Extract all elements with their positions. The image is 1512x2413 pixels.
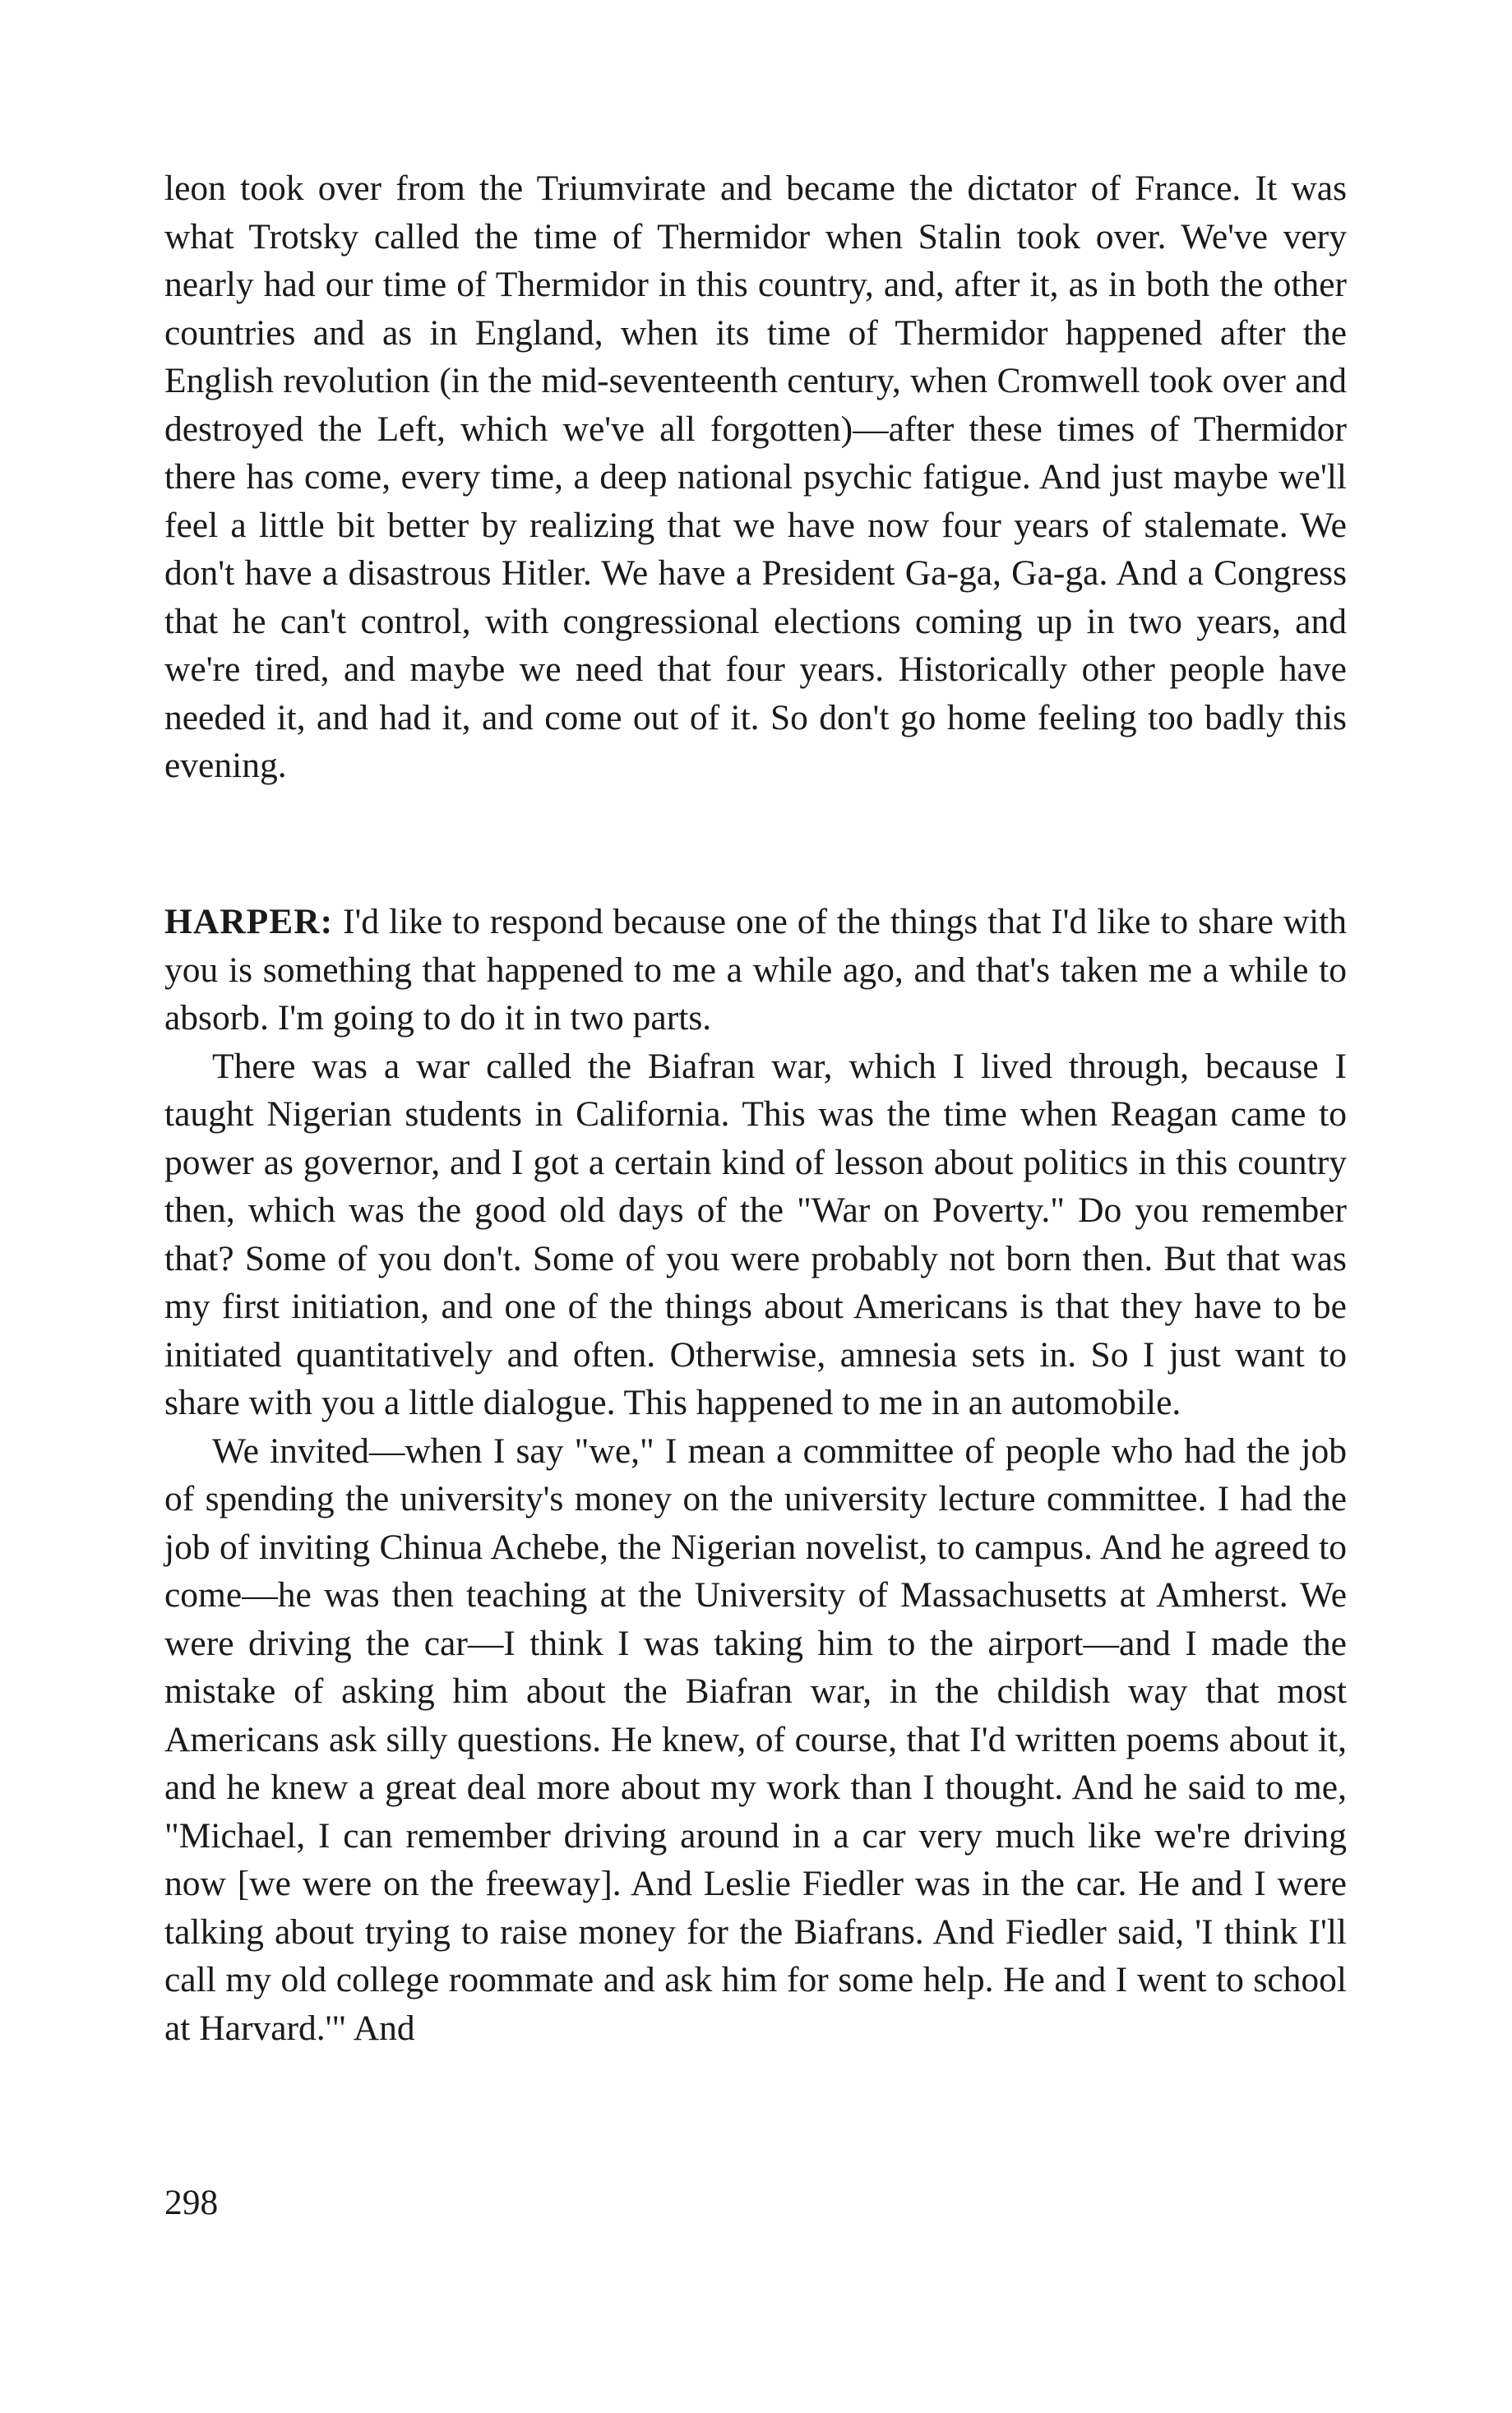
speaker-label: HARPER: [164, 902, 334, 941]
paragraph: We invited—when I say "we," I mean a committee of people who had the job of spending the university's money on the university lecture committee. I had the job of inviting Chinua Achebe, the Nigerian novelist, to campus. And he agreed to come—he was then teaching at the University of Massachusetts at Amherst. We were driving the car—I think I was taking him to the airport—and I made the mistake of asking him about the Biafran war, in the childish way that most Americans ask silly questions. He knew, of course, that I'd written poems about it, and he knew a great deal more about my work than I thought. And he said to me, "Michael, I can remember driving around in a car very much like we're driving now [we were on the freeway]. And Leslie Fiedler was in the car. He and I were talking about trying to raise money for the Biafrans. And Fiedler said, 'I think I'll call my old college roommate and ask him for some help. He and I went to school at Harvard.'" And [164, 1431, 1347, 2048]
body-text-continuation [164, 164, 1347, 790]
harper-response [164, 898, 1347, 2052]
paragraph: There was a war called the Biafran war, which I lived through, because I taught Nigerian students in California. This was the time when Reagan came to power as governor, and I got a certain kind of lesson about politics in this country then, which was the good old days of the "War on Poverty." Do you remember that? Some of you don't. Some of you were probably not born then. But that was my first initiation, and one of the things about Americans is that they have to be initiated quantitatively and often. Otherwise, amnesia sets in. So I just want to share with you a little dialogue. This happened to me in an automobile. [164, 1046, 1347, 1422]
paragraph-text: I'd like to respond because one of the things that I'd like to share with you is something that happened to me a while ago, and that's taken me a while to absorb. I'm going to do it in two parts. [164, 902, 1347, 1038]
paragraph: leon took over from the Triumvirate and became the dictator of France. It was what Trotsky called the time of Thermidor when Stalin took over. We've very nearly had our time of Thermidor in this country, and, after it, as in both the other countries and as in England, when its time of Thermidor happened after the English revolution (in the mid-seventeenth century, when Cromwell took over and destroyed the Left, which we've all forgotten)—after these times of Thermidor there has come, every time, a deep national psychic fatigue. And just maybe we'll feel a little bit better by realizing that we have now four years of stalemate. We don't have a disastrous Hitler. We have a President Ga-ga, Ga-ga. And a Congress that he can't control, with congressional elections coming up in two years, and we're tired, and maybe we need that four years. Historically other people have needed it, and had it, and come out of it. So don't go home feeling too badly this evening. [164, 169, 1347, 785]
paragraph [164, 898, 1347, 1042]
page-number: 298 [164, 2183, 219, 2222]
